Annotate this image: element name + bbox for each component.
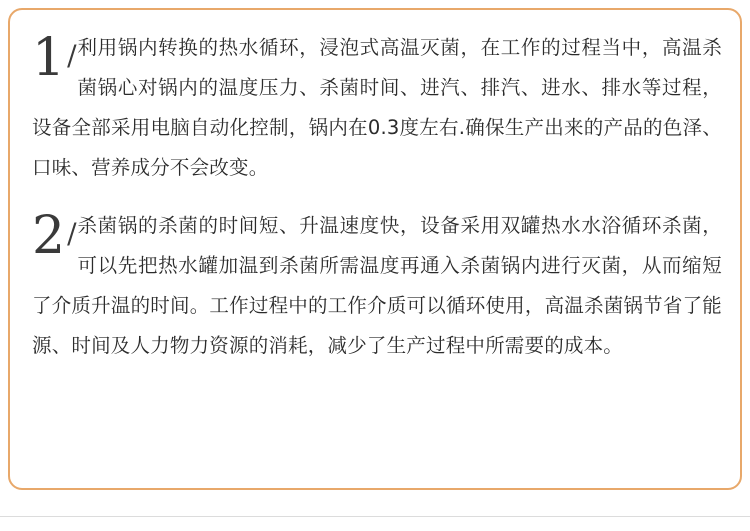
list-item bbox=[32, 206, 722, 366]
item-number: 2 bbox=[32, 206, 66, 266]
bottom-strip bbox=[0, 517, 750, 531]
item-separator: / bbox=[67, 39, 77, 72]
numbered-list bbox=[32, 28, 722, 476]
item-number: 1 bbox=[32, 28, 66, 88]
item-text: 杀菌锅的杀菌的时间短、升温速度快，设备采用双罐热水水浴循环杀菌，可以先把热水罐加温到杀菌所需温度再通入杀菌锅内进行灭菌，从而缩短了介质升温的时间。工作过程中的工作介质可以循环使用，高温杀菌锅节省了能源、时间及人力物力资源的消耗，减少了生产过程中所需要的成本。 bbox=[32, 214, 722, 357]
item-separator: / bbox=[67, 217, 77, 250]
list-item bbox=[32, 28, 722, 188]
item-text: 利用锅内转换的热水循环，浸泡式高温灭菌，在工作的过程当中，高温杀菌锅心对锅内的温度压力、杀菌时间、进汽、排汽、进水、排水等过程，设备全部采用电脑自动化控制，锅内在0.3度左右.确保生产出来的产品的色泽、口味、营养成分不会改变。 bbox=[32, 36, 722, 179]
content-card bbox=[8, 8, 742, 490]
